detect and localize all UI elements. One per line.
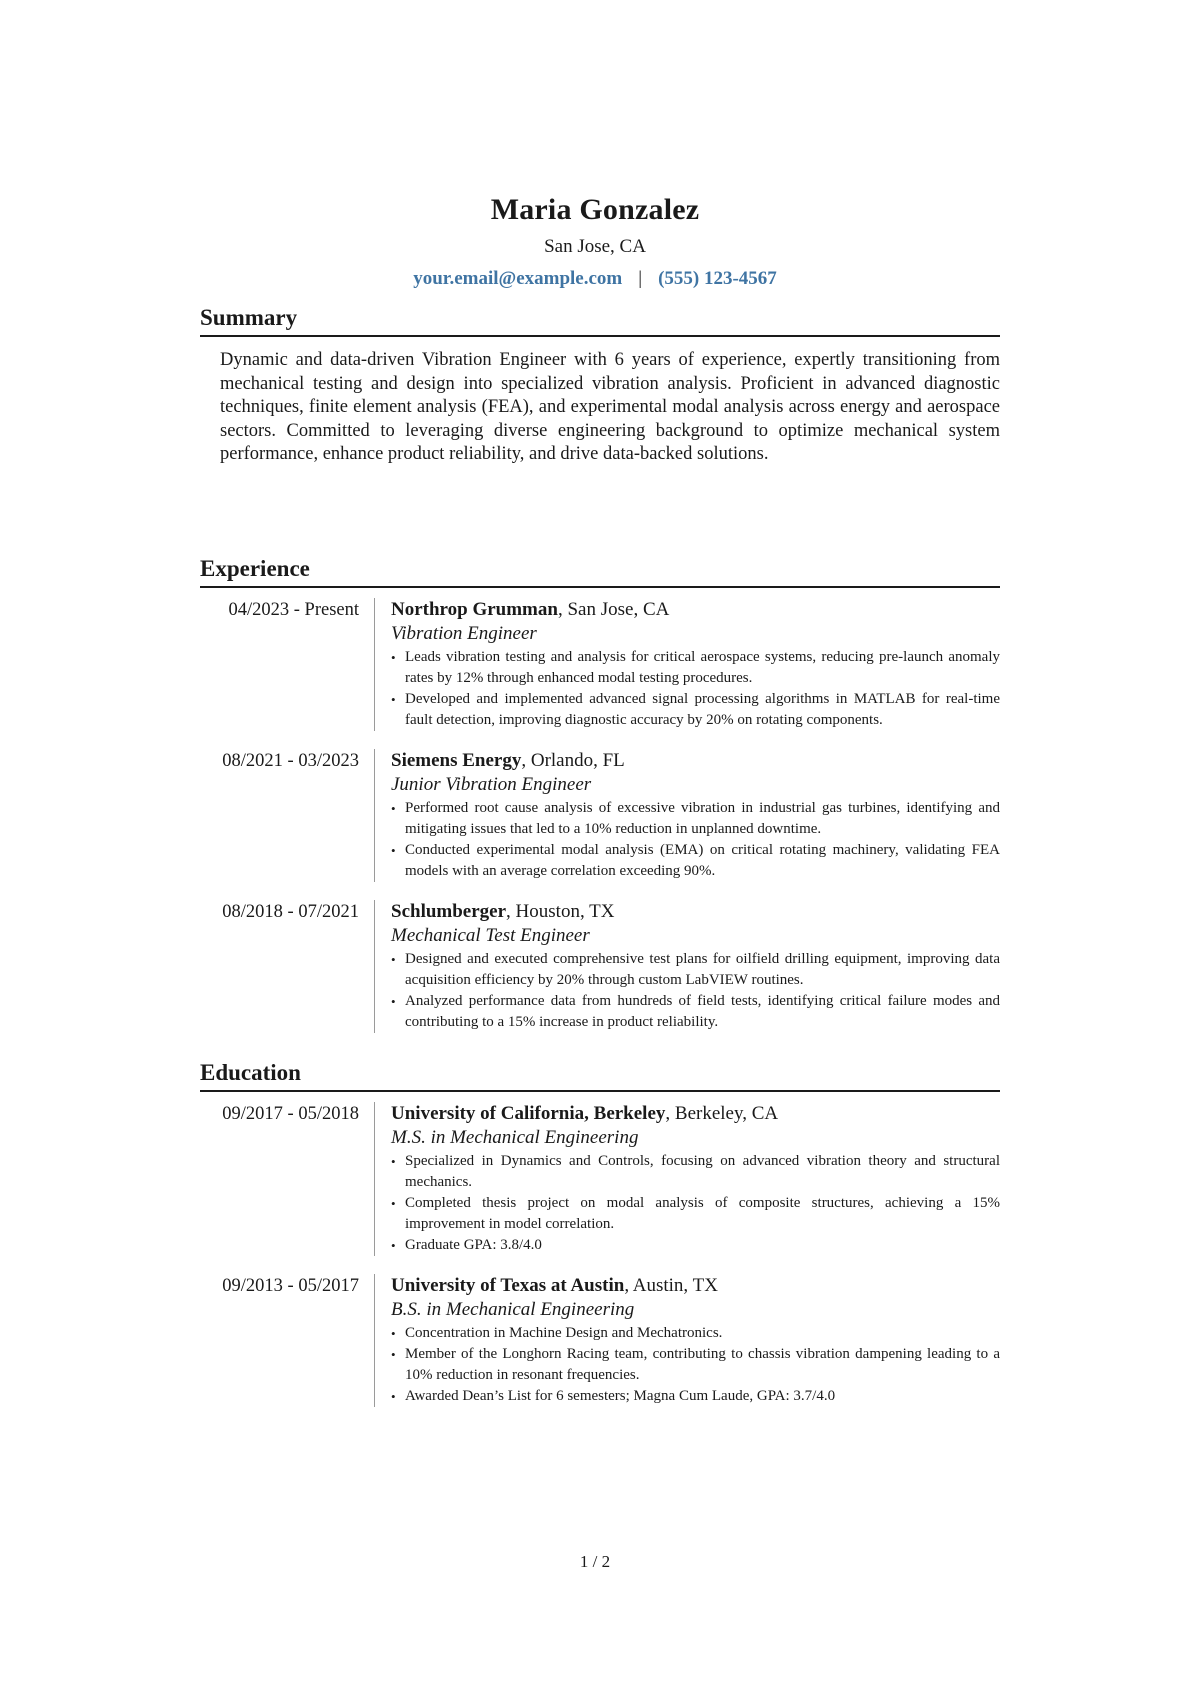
bullet-item: • Completed thesis project on modal analysis of composite structures, achieving a 15% improvement in model correlation. (391, 1193, 1000, 1235)
entry-body (375, 1274, 1000, 1407)
org-line (391, 598, 1000, 622)
org-line (391, 749, 1000, 773)
experience-section (200, 554, 1000, 1051)
org-line (391, 900, 1000, 924)
org-name: Schlumberger (391, 901, 507, 922)
experience-entry (200, 598, 1000, 731)
email-link[interactable]: your.email@example.com (413, 268, 623, 289)
org-line (391, 1102, 1000, 1126)
summary-text: Dynamic and data-driven Vibration Engineer with 6 years of experience, expertly transitioning from mechanical testing and design into specialized vibration analysis. Proficient in advanced diagnostic techniques, finite element analysis (FEA), and experimental modal analysis across energy and aerospace sectors. Committed to leveraging diverse engineering background to optimize mechanical system performance, enhance product reliability, and drive data-backed solutions. (220, 350, 1000, 464)
bullet-list (391, 647, 1000, 731)
experience-entry (200, 900, 1000, 1033)
bullet-item: • Developed and implemented advanced signal processing algorithms in MATLAB for real-time fault detection, improving diagnostic accuracy by 20% on rotating components. (391, 689, 1000, 731)
bullet-list (391, 1323, 1000, 1407)
school-name: University of Texas at Austin (391, 1275, 625, 1296)
org-name: Northrop Grumman (391, 599, 558, 620)
resume-header (0, 190, 1190, 292)
job-title: Mechanical Test Engineer (391, 925, 590, 946)
bullet-item: • Designed and executed comprehensive test plans for oilfield drilling equipment, improving data acquisition efficiency by 20% through custom LabVIEW routines. (391, 949, 1000, 991)
bullet-item: • Concentration in Machine Design and Mechatronics. (391, 1323, 1000, 1344)
summary-heading: Summary (200, 303, 1000, 337)
org-place: , Orlando, FL (521, 750, 625, 771)
education-list (200, 1102, 1000, 1407)
contact-line (0, 266, 1190, 292)
degree: B.S. in Mechanical Engineering (391, 1299, 635, 1320)
entry-body (375, 1102, 1000, 1256)
entry-date: 09/2013 - 05/2017 (200, 1274, 375, 1407)
experience-heading: Experience (200, 554, 1000, 588)
bullet-item: • Specialized in Dynamics and Controls, focusing on advanced vibration theory and structural mechanics. (391, 1151, 1000, 1193)
phone-link[interactable]: (555) 123-4567 (658, 268, 777, 289)
education-entry (200, 1274, 1000, 1407)
school-place: , Berkeley, CA (665, 1103, 779, 1124)
job-title: Vibration Engineer (391, 623, 537, 644)
entry-date: 04/2023 - Present (200, 598, 375, 731)
education-section (200, 1058, 1000, 1425)
org-place: , Houston, TX (506, 901, 615, 922)
bullet-item: • Awarded Dean’s List for 6 semesters; Magna Cum Laude, GPA: 3.7/4.0 (391, 1386, 1000, 1407)
entry-body (375, 749, 1000, 882)
bullet-item: • Member of the Longhorn Racing team, contributing to chassis vibration dampening leading to a 10% reduction in resonant frequencies. (391, 1344, 1000, 1386)
entry-date: 09/2017 - 05/2018 (200, 1102, 375, 1256)
bullet-item: • Conducted experimental modal analysis (EMA) on critical rotating machinery, validating FEA models with an average correlation exceeding 90%. (391, 840, 1000, 882)
candidate-name: Maria Gonzalez (490, 193, 700, 226)
entry-date: 08/2018 - 07/2021 (200, 900, 375, 1033)
entry-body (375, 598, 1000, 731)
candidate-location: San Jose, CA (544, 236, 646, 257)
bullet-item: • Graduate GPA: 3.8/4.0 (391, 1235, 1000, 1256)
entry-body (375, 900, 1000, 1033)
entry-date: 08/2021 - 03/2023 (200, 749, 375, 882)
bullet-item: • Analyzed performance data from hundreds of field tests, identifying critical failure modes and contributing to a 15% increase in product reliability. (391, 991, 1000, 1033)
job-title: Junior Vibration Engineer (391, 774, 592, 795)
experience-list (200, 598, 1000, 1033)
page-number: 1 / 2 (579, 1552, 611, 1571)
bullet-list (391, 949, 1000, 1033)
org-name: Siemens Energy (391, 750, 522, 771)
bullet-item: • Leads vibration testing and analysis for critical aerospace systems, reducing pre-launch anomaly rates by 12% through enhanced modal testing procedures. (391, 647, 1000, 689)
bullet-list (391, 798, 1000, 882)
degree: M.S. in Mechanical Engineering (391, 1127, 639, 1148)
education-heading: Education (200, 1058, 1000, 1092)
summary-section (200, 303, 1000, 467)
org-place: , San Jose, CA (557, 599, 670, 620)
school-name: University of California, Berkeley (391, 1103, 666, 1124)
experience-entry (200, 749, 1000, 882)
school-place: , Austin, TX (624, 1275, 718, 1296)
contact-separator: | (638, 268, 643, 289)
bullet-list (391, 1151, 1000, 1256)
bullet-item: • Performed root cause analysis of excessive vibration in industrial gas turbines, identifying and mitigating issues that led to a 10% reduction in unplanned downtime. (391, 798, 1000, 840)
education-entry (200, 1102, 1000, 1256)
org-line (391, 1274, 1000, 1298)
